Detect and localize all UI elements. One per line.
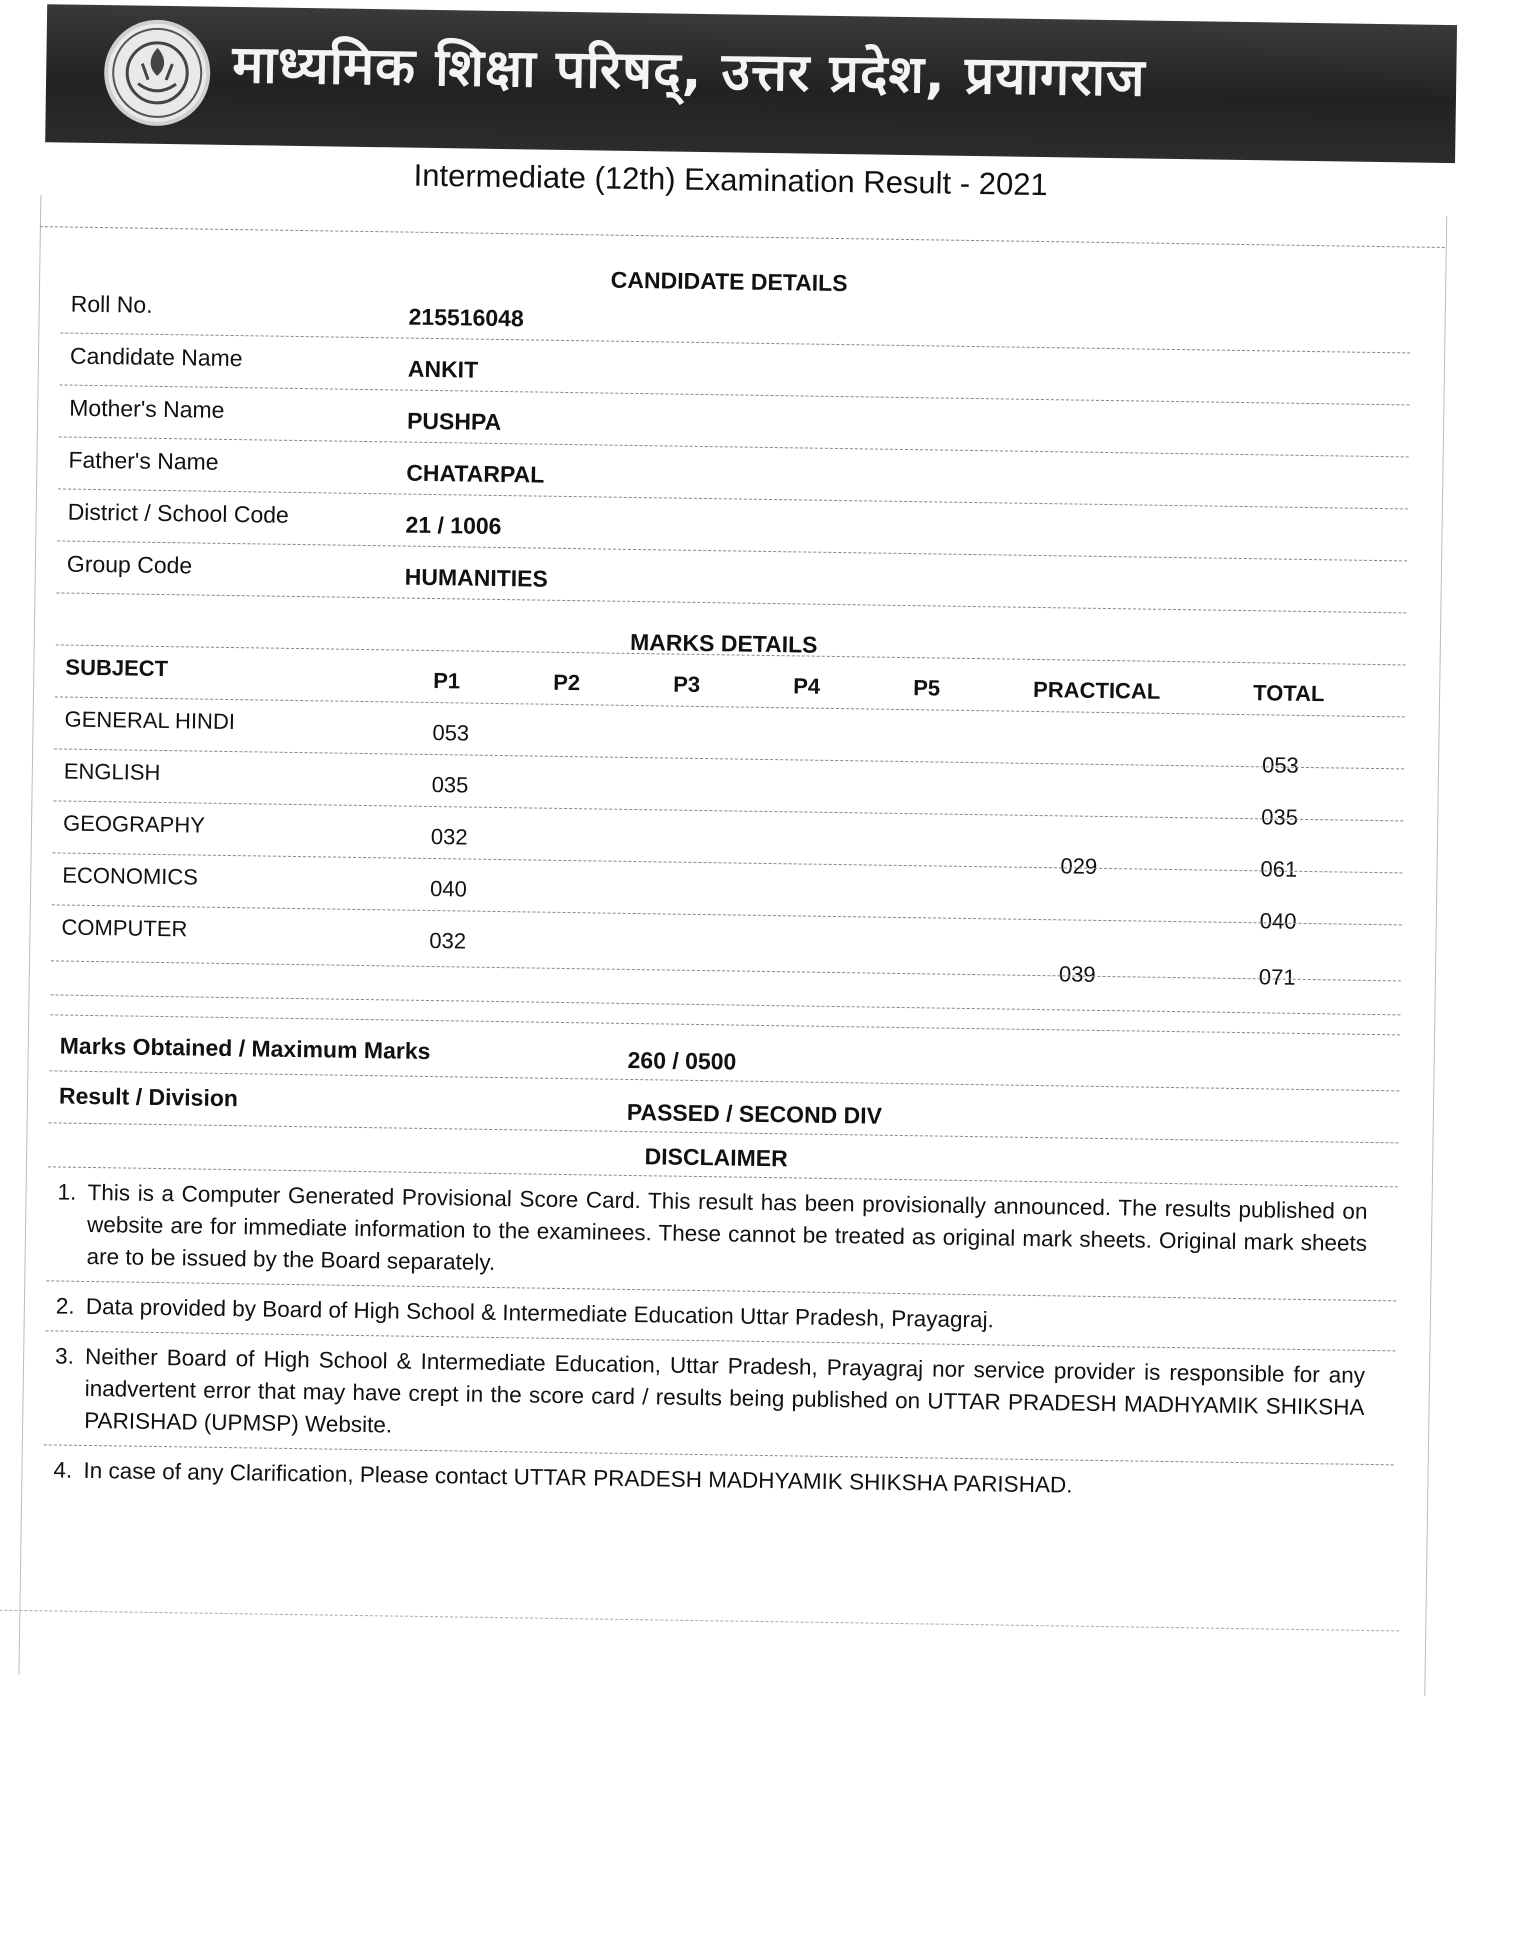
col-p5: P5 xyxy=(912,675,941,701)
item-text: This is a Computer Generated Provisional Score Card. This result has been provisionally announced. The results published on website are for immediate information to the examinees. These cannot be treated as original mark sheets. Original mark sheets are to be issued by the Board separately. xyxy=(86,1179,1368,1276)
col-p2: P2 xyxy=(553,669,581,696)
district-school-code-value: 21 / 1006 xyxy=(405,511,502,540)
disclaimer-item xyxy=(57,1177,1368,1292)
practical-cell: 029 xyxy=(1060,853,1098,879)
marks-obtained-label: Marks Obtained / Maximum Marks xyxy=(59,1032,431,1065)
col-p4: P4 xyxy=(793,673,821,699)
item-text: Data provided by Board of High School & Intermediate Education Uttar Pradesh, Prayagraj. xyxy=(85,1293,994,1333)
mother-name-label: Mother's Name xyxy=(69,394,225,423)
group-code-label: Group Code xyxy=(66,550,193,579)
board-seal-icon xyxy=(103,19,211,127)
item-number: 1. xyxy=(57,1179,77,1205)
col-p1: P1 xyxy=(433,668,461,694)
total-cell: 035 xyxy=(1261,804,1299,830)
disclaimer-item xyxy=(54,1341,1366,1456)
p1-cell: 053 xyxy=(432,720,470,746)
item-number: 4. xyxy=(53,1457,73,1483)
p1-cell: 032 xyxy=(429,927,467,954)
item-text: In case of any Clarification, Please contact UTTAR PRADESH MADHYAMIK SHIKSHA PARISHAD. xyxy=(83,1457,1073,1498)
subject-cell: GENERAL HINDI xyxy=(64,706,236,735)
p1-cell: 032 xyxy=(430,824,468,850)
col-subject: SUBJECT xyxy=(65,654,169,682)
candidate-name-label: Candidate Name xyxy=(69,342,243,372)
disclaimer-title: DISCLAIMER xyxy=(644,1143,788,1172)
roll-no-value: 215516048 xyxy=(408,303,524,332)
item-number: 2. xyxy=(55,1293,75,1319)
mother-name-value: PUSHPA xyxy=(406,407,502,435)
father-name-value: CHATARPAL xyxy=(406,459,545,488)
subject-cell: COMPUTER xyxy=(61,914,188,942)
district-school-code-label: District / School Code xyxy=(67,498,290,528)
total-cell: 071 xyxy=(1258,964,1296,990)
total-cell: 040 xyxy=(1259,908,1297,934)
marks-section-title: MARKS DETAILS xyxy=(629,628,818,658)
board-title: माध्यमिक शिक्षा परिषद्, उत्तर प्रदेश, प्रयागराज xyxy=(231,34,1147,109)
father-name-label: Father's Name xyxy=(68,446,219,475)
board-banner xyxy=(45,4,1457,163)
total-cell: 053 xyxy=(1261,752,1299,778)
subject-cell: ENGLISH xyxy=(63,758,161,785)
subject-cell: GEOGRAPHY xyxy=(62,810,206,838)
result-division-value: PASSED / SECOND DIV xyxy=(626,1098,883,1129)
practical-cell: 039 xyxy=(1058,961,1096,987)
group-code-value: HUMANITIES xyxy=(404,563,549,592)
total-cell: 061 xyxy=(1260,856,1298,882)
p1-cell: 040 xyxy=(429,875,468,902)
item-number: 3. xyxy=(54,1343,75,1369)
marks-obtained-value: 260 / 0500 xyxy=(627,1046,737,1075)
candidate-section-title: CANDIDATE DETAILS xyxy=(610,266,848,297)
col-practical: PRACTICAL xyxy=(1032,676,1161,704)
subject-cell: ECONOMICS xyxy=(62,862,199,890)
col-p3: P3 xyxy=(673,671,701,697)
col-total: TOTAL xyxy=(1252,680,1325,707)
result-division-label: Result / Division xyxy=(58,1082,239,1112)
roll-no-label: Roll No. xyxy=(70,290,153,318)
item-text: Neither Board of High School & Intermediate Education, Uttar Pradesh, Prayagraj nor service provider is responsible for any inadvertent error that may have crept in the score card / results being published on UTTAR PRADESH MADHYAMIK SHIKSHA PARISHAD (UPMSP) Website. xyxy=(84,1343,1366,1438)
candidate-name-value: ANKIT xyxy=(407,355,479,383)
document-title: Intermediate (12th) Examination Result - 2021 xyxy=(413,157,1048,203)
p1-cell: 035 xyxy=(431,772,469,798)
